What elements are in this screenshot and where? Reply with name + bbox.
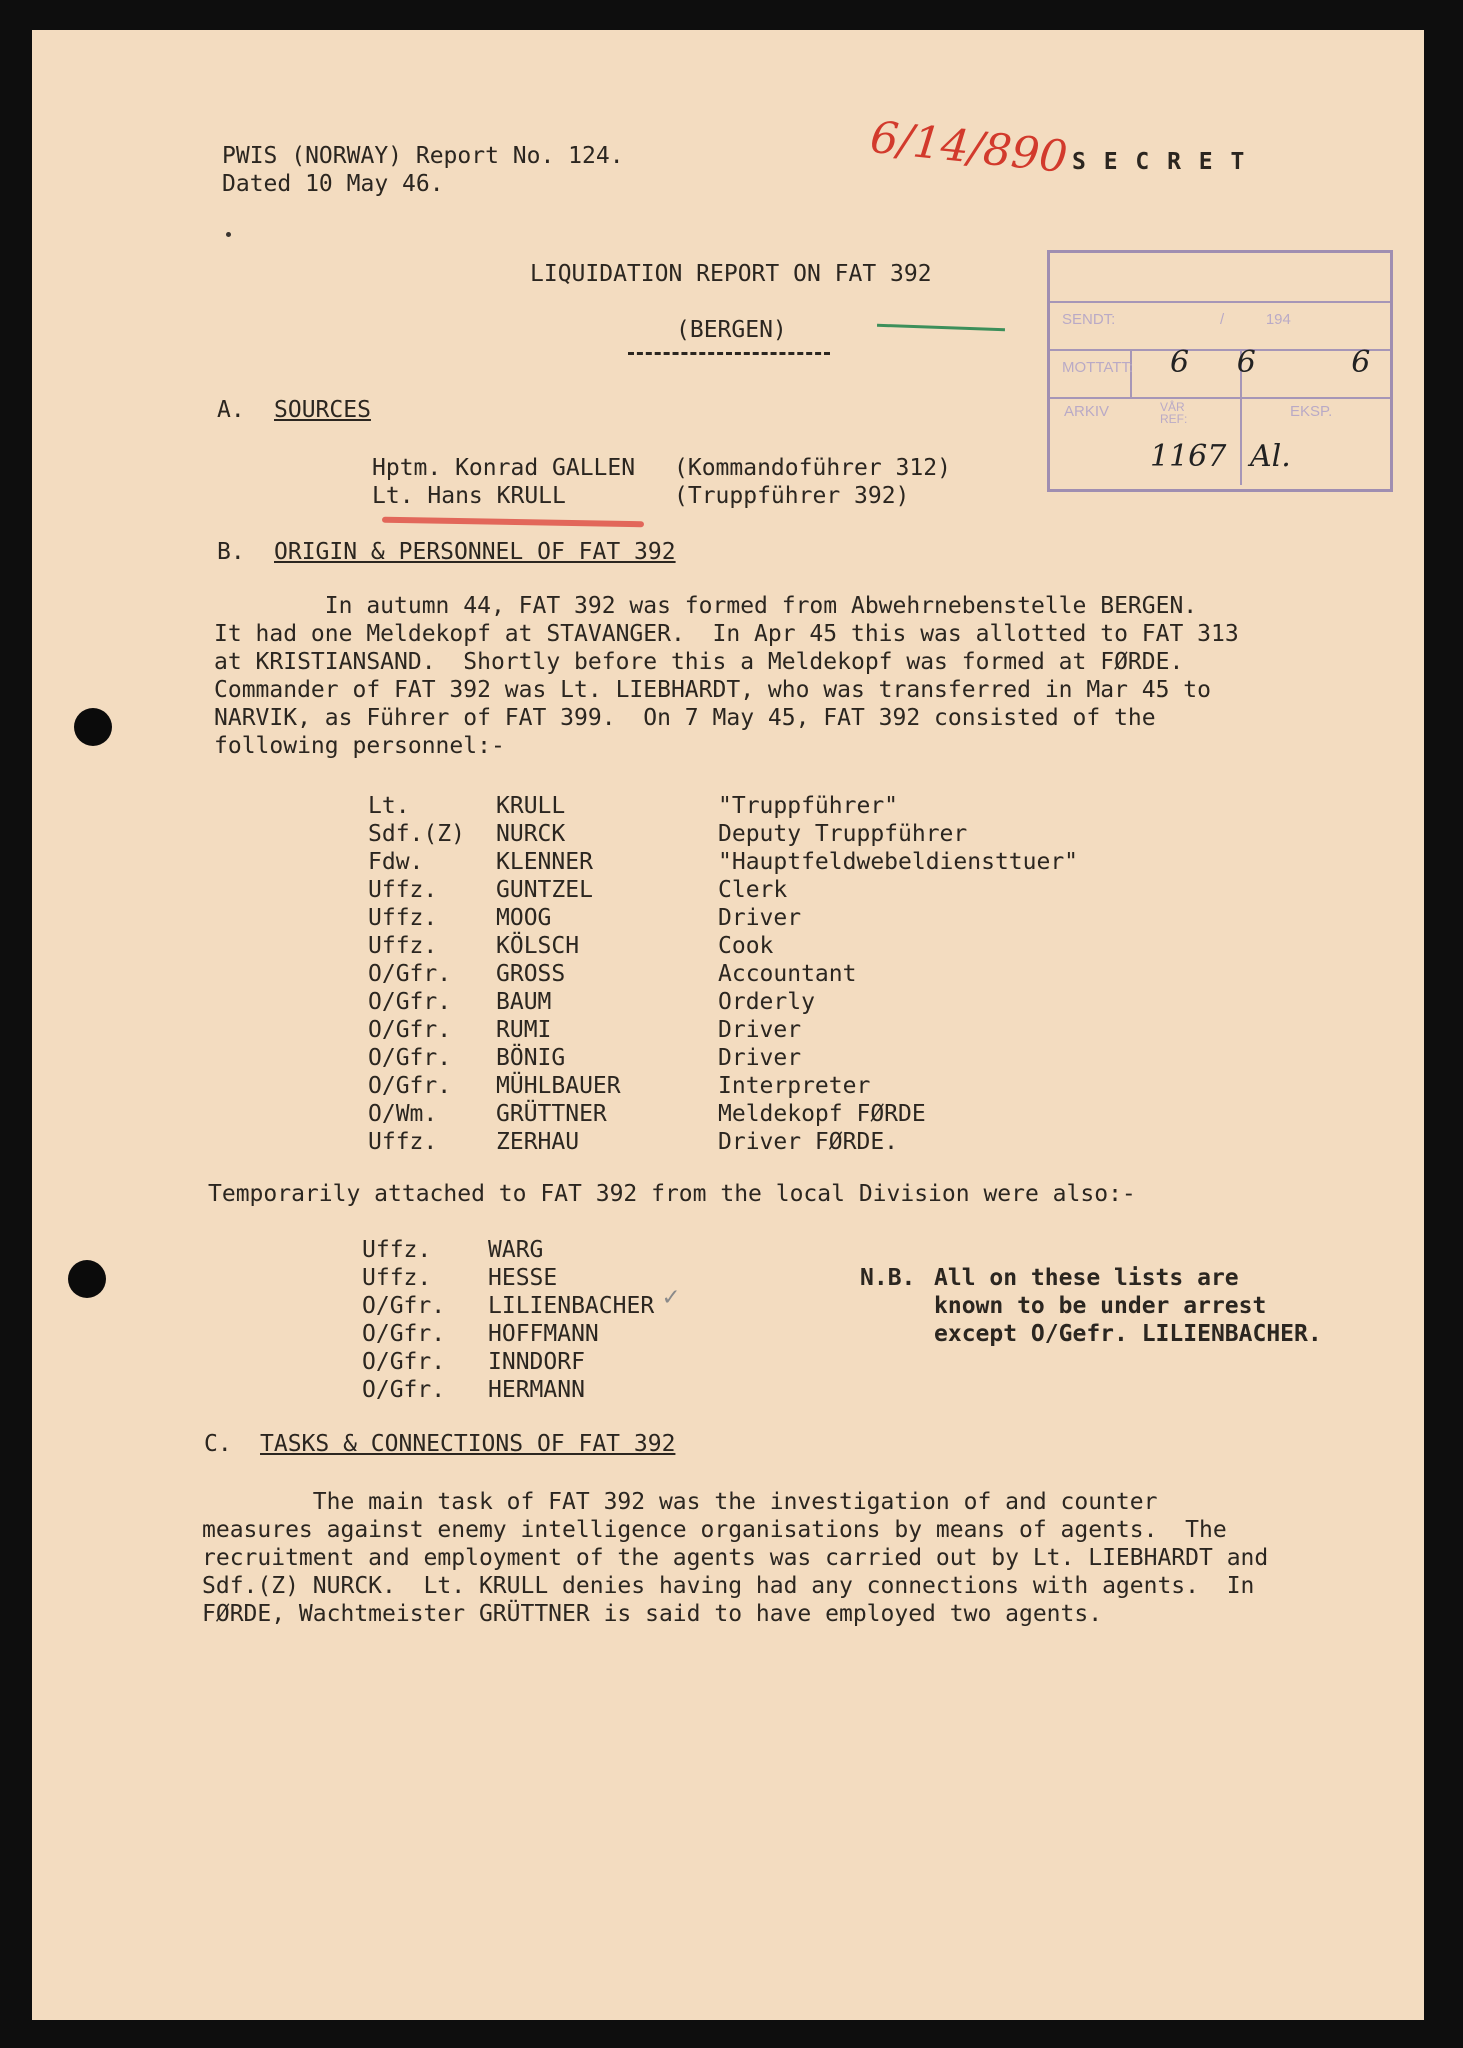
attached-name: HOFFMANN xyxy=(488,1321,599,1347)
green-pencil-mark xyxy=(877,324,1005,331)
personnel-rank: O/Gfr. xyxy=(368,1017,452,1043)
personnel-rank: O/Gfr. xyxy=(368,961,452,987)
personnel-name: KLENNER xyxy=(496,849,593,875)
attached-intro: Temporarily attached to FAT 392 from the local Division were also:- xyxy=(208,1181,1136,1207)
paragraph-line: FØRDE, Wachtmeister GRÜTTNER is said to have employed two agents. xyxy=(202,1601,1103,1627)
section-a-heading: SOURCES xyxy=(274,397,371,423)
section-a-letter: A. xyxy=(217,397,245,423)
paragraph-line: It had one Meldekopf at STAVANGER. In Apr 45 this was allotted to FAT 313 xyxy=(214,621,1239,647)
personnel-rank: Fdw. xyxy=(368,849,424,875)
attached-rank: Uffz. xyxy=(362,1265,432,1291)
stamp-number: 1167 xyxy=(1150,439,1227,474)
stamp-divider xyxy=(1050,397,1390,399)
document-title: LIQUIDATION REPORT ON FAT 392 xyxy=(530,261,932,287)
document-subtitle: (BERGEN) xyxy=(676,317,787,343)
source-name: Hptm. Konrad GALLEN xyxy=(372,455,636,481)
source-name: Lt. Hans KRULL xyxy=(372,483,566,509)
paragraph-line: recruitment and employment of the agents was carried out by Lt. LIEBHARDT and xyxy=(202,1545,1269,1571)
personnel-role: Meldekopf FØRDE xyxy=(718,1101,926,1127)
paragraph-line: The main task of FAT 392 was the investigation of and counter xyxy=(202,1489,1158,1515)
personnel-role: "Hauptfeldwebeldiensttuer" xyxy=(718,849,1079,875)
personnel-name: GROSS xyxy=(496,961,566,987)
personnel-name: BAUM xyxy=(496,989,552,1015)
nb-line: except O/Gefr. LILIENBACHER. xyxy=(934,1321,1322,1347)
attached-rank: O/Gfr. xyxy=(362,1321,446,1347)
attached-name: LILIENBACHER xyxy=(488,1293,655,1319)
personnel-name: ZERHAU xyxy=(496,1129,580,1155)
source-role: (Kommandoführer 312) xyxy=(674,455,951,481)
personnel-name: BÖNIG xyxy=(496,1045,566,1071)
personnel-role: "Truppführer" xyxy=(718,793,899,819)
personnel-role: Driver FØRDE. xyxy=(718,1129,899,1155)
stamp-eksp-label: EKSP. xyxy=(1290,403,1333,420)
personnel-rank: O/Gfr. xyxy=(368,1045,452,1071)
paragraph-line: following personnel:- xyxy=(214,733,505,759)
personnel-name: RUMI xyxy=(496,1017,552,1043)
nb-label: N.B. xyxy=(860,1265,916,1291)
punch-hole xyxy=(68,1260,106,1298)
personnel-name: KÖLSCH xyxy=(496,933,580,959)
personnel-rank: Sdf.(Z) xyxy=(368,821,465,847)
paragraph-line: at KRISTIANSAND. Shortly before this a Meldekopf was formed at FØRDE. xyxy=(214,649,1184,675)
personnel-rank: O/Gfr. xyxy=(368,1073,452,1099)
attached-rank: O/Gfr. xyxy=(362,1293,446,1319)
section-c-letter: C. xyxy=(204,1431,232,1457)
subtitle-underline xyxy=(628,352,830,355)
personnel-rank: Lt. xyxy=(368,793,410,819)
attached-rank: O/Gfr. xyxy=(362,1377,446,1403)
stamp-initials: Al. xyxy=(1250,439,1291,474)
paragraph-line: Sdf.(Z) NURCK. Lt. KRULL denies having had any connections with agents. In xyxy=(202,1573,1255,1599)
attached-rank: O/Gfr. xyxy=(362,1349,446,1375)
paragraph-line: Commander of FAT 392 was Lt. LIEBHARDT, who was transferred in Mar 45 to xyxy=(214,677,1211,703)
attached-name: HERMANN xyxy=(488,1377,585,1403)
personnel-name: MÜHLBAUER xyxy=(496,1073,621,1099)
personnel-name: KRULL xyxy=(496,793,566,819)
speck xyxy=(226,232,231,237)
personnel-name: NURCK xyxy=(496,821,566,847)
stamp-arkiv-label: ARKIV xyxy=(1064,403,1110,420)
section-b-letter: B. xyxy=(217,539,245,565)
document-page xyxy=(32,30,1424,2020)
report-number: PWIS (NORWAY) Report No. 124. xyxy=(222,143,624,169)
nb-line: known to be under arrest xyxy=(934,1293,1267,1319)
attached-name: WARG xyxy=(488,1237,544,1263)
personnel-name: GRÜTTNER xyxy=(496,1101,607,1127)
personnel-rank: Uffz. xyxy=(368,905,438,931)
section-c-heading: TASKS & CONNECTIONS OF FAT 392 xyxy=(260,1431,676,1457)
personnel-role: Clerk xyxy=(718,877,788,903)
stamp-sendt-label: SENDT: xyxy=(1062,311,1116,328)
stamp-var-ref-label: VÅR REF: xyxy=(1160,400,1188,426)
attached-name: INNDORF xyxy=(488,1349,585,1375)
personnel-role: Interpreter xyxy=(718,1073,871,1099)
personnel-rank: Uffz. xyxy=(368,933,438,959)
personnel-rank: O/Wm. xyxy=(368,1101,438,1127)
handwritten-reference: 6/14/890 xyxy=(867,111,1070,184)
report-date: Dated 10 May 46. xyxy=(222,171,444,197)
attached-rank: Uffz. xyxy=(362,1237,432,1263)
personnel-rank: Uffz. xyxy=(368,877,438,903)
personnel-role: Orderly xyxy=(718,989,815,1015)
red-pencil-mark xyxy=(382,517,644,528)
paragraph-line: NARVIK, as Führer of FAT 399. On 7 May 45, FAT 392 consisted of the xyxy=(214,705,1156,731)
personnel-name: GUNTZEL xyxy=(496,877,593,903)
registry-stamp xyxy=(1047,250,1393,492)
personnel-role: Deputy Truppführer xyxy=(718,821,968,847)
personnel-role: Accountant xyxy=(718,961,857,987)
check-mark-icon: ✓ xyxy=(663,1282,679,1312)
personnel-name: MOOG xyxy=(496,905,552,931)
personnel-rank: Uffz. xyxy=(368,1129,438,1155)
personnel-role: Driver xyxy=(718,1045,802,1071)
paragraph-line: In autumn 44, FAT 392 was formed from Abwehrnebenstelle BERGEN. xyxy=(214,593,1198,619)
personnel-role: Driver xyxy=(718,905,802,931)
section-b-heading: ORIGIN & PERSONNEL OF FAT 392 xyxy=(274,539,676,565)
source-role: (Truppführer 392) xyxy=(674,483,910,509)
attached-name: HESSE xyxy=(488,1265,558,1291)
nb-line: All on these lists are xyxy=(934,1265,1239,1291)
stamp-divider xyxy=(1050,301,1390,303)
stamp-mottatt-label: MOTTATT: xyxy=(1062,359,1134,376)
punch-hole xyxy=(74,708,112,746)
classification-marking: S E C R E T xyxy=(1072,149,1247,175)
personnel-rank: O/Gfr. xyxy=(368,989,452,1015)
personnel-role: Cook xyxy=(718,933,774,959)
stamp-mottatt-value: 6 6 6 xyxy=(1170,345,1371,380)
personnel-role: Driver xyxy=(718,1017,802,1043)
paragraph-line: measures against enemy intelligence organisations by means of agents. The xyxy=(202,1517,1227,1543)
stamp-sendt-value: / 194 xyxy=(1220,311,1291,328)
